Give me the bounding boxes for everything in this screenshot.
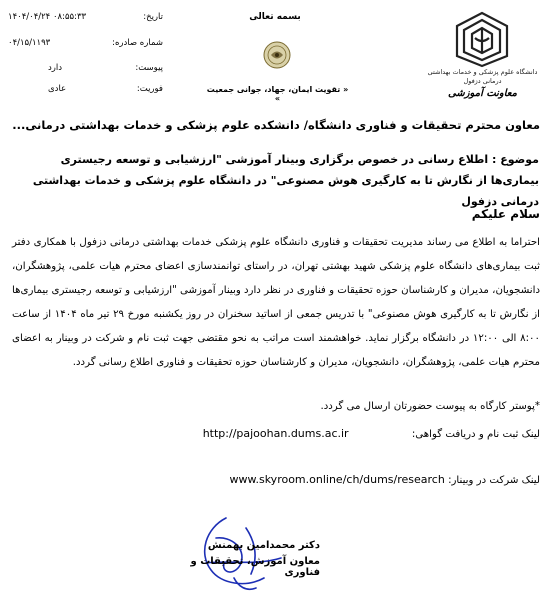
webinar-line — [60, 473, 540, 486]
registration-link[interactable]: http://pajoohan.dums.ac.ir — [202, 427, 349, 440]
attachment-value: دارد — [48, 63, 63, 73]
meta-number — [8, 36, 163, 50]
urgency-label: فوریت: — [136, 84, 163, 94]
greeting: سلام علیکم — [471, 207, 540, 221]
meta-urgency — [8, 82, 163, 96]
logo-department: معاونت آموزشی — [448, 88, 517, 99]
webinar-label: لینک شرکت در وبینار: — [448, 475, 540, 486]
signer-name: دکتر محمدامین بهمنش — [207, 540, 320, 551]
registration-label: لینک ثبت نام و دریافت گواهی: — [411, 429, 540, 440]
body-paragraph: احتراما به اطلاع می رساند مدیریت تحقیقات و فناوری دانشگاه علوم پزشکی خدمات بهداشتی درمانی دزفول با همکاری دفتر ثبت بیماری‌های دانشگاه علوم پزشکی شهید بهشتی تهران، در راستای توانمندسازی اعضای محترم هیات علمی، پژوهشگران، دانشجویان، مدیران و کارشناسان حوزه تحقیقات و فناوری در نظر دارد وبینار آموزشی "ارزشیابی و توسعه رجیستری بیماری‌ها از نگارش تا به کارگیری هوش مصنوعی" با تدریس جمعی از اساتید سخنران در روز یکشنبه مورخ ۲۹ تیر ماه ۱۴۰۴ از ساعت ۸:۰۰ الی ۱۲:۰۰ در دانشگاه برگزار نماید. خواهشمند است مراتب به نحو مقتضی جهت ثبت نام و شرکت در وبینار به اعضای محترم هیات علمی، پژوهشگران، دانشجویان، مدیران و کارشناسان حوزه تحقیقات و فناوری اطلاع رسانی گردد. — [12, 237, 540, 368]
webinar-link[interactable]: www.skyroom.online/ch/dums/research — [229, 473, 445, 486]
number-value: ۰۴/۱۵/۱۱۹۳ — [8, 38, 51, 48]
addressee: معاون محترم تحقیقات و فناوری دانشگاه/ دانشکده علوم پزشکی و خدمات بهداشتی درمانی... — [12, 118, 540, 132]
subject: موضوع : اطلاع رسانی در خصوص برگزاری وبینار آموزشی "ارزشیابی و توسعه رجیستری بیماری‌ها از نگارش تا به کارگیری هوش مصنوعی" در دانشگاه علوم پزشکی و خدمات بهداشتی درمانی دزفول — [32, 153, 539, 208]
basmala: بسمه تعالی — [249, 12, 301, 22]
date-value: ۱۴۰۴/۰۴/۲۴ ۰۸:۵۵:۳۳ — [8, 12, 87, 22]
registration-line — [60, 427, 540, 440]
date-label: تاریخ: — [143, 12, 163, 22]
attachment-label: پیوست: — [135, 63, 163, 73]
slogan: « تقویت ایمان، جهاد، جوانی جمعیت » — [206, 85, 349, 103]
poster-note: *پوستر کارگاه به پیوست حضورتان ارسال می گردد. — [320, 401, 540, 412]
meta-attachment — [8, 61, 163, 75]
leader-seal-image — [262, 40, 292, 74]
meta-date — [8, 10, 163, 24]
logo-caption: دانشگاه علوم پزشکی و خدمات بهداشتی درمانی دزفول — [427, 68, 538, 85]
signer-title: معاون آموزش، تحقیقات و فناوری — [190, 556, 320, 578]
urgency-value: عادی — [48, 84, 67, 94]
handwritten-signature — [186, 508, 296, 600]
number-label: شماره صادره: — [112, 38, 163, 48]
